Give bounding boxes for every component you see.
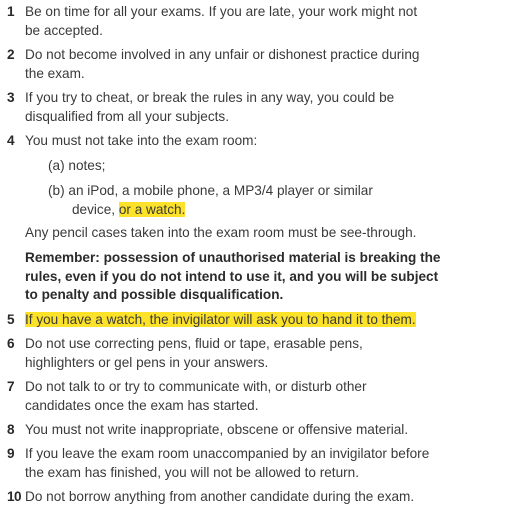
sub-item-text: device, (72, 201, 119, 217)
rule-line: You must not write inappropriate, obscene or offensive material. (25, 422, 409, 437)
rule-number: 8 (7, 422, 15, 437)
rule-line: If you try to cheat, or break the rules in any way, you could be (25, 90, 395, 105)
highlighted-text: If you have a watch, the invigilator will ask you to hand it to them. (25, 312, 416, 327)
rule-line: the exam. (25, 65, 85, 81)
warning-line: to penalty and possible disqualification. (25, 287, 284, 302)
note-text: Any pencil cases taken into the exam room must be see-through. (25, 225, 417, 240)
rule-text (25, 378, 473, 415)
rule-line: Do not become involved in any unfair or dishonest practice during (25, 47, 420, 62)
rule-number: 5 (7, 312, 15, 327)
rule-text (25, 3, 473, 40)
rule-number: 2 (7, 47, 15, 62)
warning-line: rules, even if you do not intend to use it, and you will be subject (25, 268, 439, 284)
rule-4-item-a (48, 157, 468, 176)
rule-number: 10 (7, 489, 22, 504)
rule-line: If you leave the exam room unaccompanied by an invigilator before (25, 446, 430, 461)
sub-item-continuation (48, 201, 468, 220)
rule-text (25, 445, 473, 482)
rule-4-item-b (48, 182, 468, 219)
rule-text (25, 311, 473, 330)
rule-line: be accepted. (25, 22, 103, 38)
rule-line: Do not use correcting pens, fluid or tape, erasable pens, (25, 336, 363, 351)
rule-line: Be on time for all your exams. If you are late, your work might not (25, 4, 418, 19)
rule-number: 3 (7, 90, 15, 105)
rule-line: You must not take into the exam room: (25, 133, 258, 148)
rule-number: 4 (7, 133, 15, 148)
rule-line: Do not talk to or try to communicate with, or disturb other (25, 379, 367, 394)
rule-number: 9 (7, 446, 15, 461)
highlighted-text: or a watch. (118, 201, 186, 217)
warning-line: Remember: possession of unauthorised material is breaking the (25, 250, 441, 265)
pencil-cases-note (25, 224, 485, 243)
rule-text (25, 421, 473, 440)
rule-text (25, 488, 473, 507)
sub-item-text: (b) an iPod, a mobile phone, a MP3/4 player or similar (48, 183, 373, 198)
rule-text (25, 335, 473, 372)
rule-number: 6 (7, 336, 15, 351)
rule-line: the exam has finished, you will not be allowed to return. (25, 464, 359, 480)
rule-line: disqualified from all your subjects. (25, 108, 229, 124)
rule-text (25, 89, 473, 126)
rule-text (25, 132, 473, 151)
rule-line: Do not borrow anything from another candidate during the exam. (25, 489, 415, 504)
rule-line: candidates once the exam has started. (25, 397, 259, 413)
rule-number: 1 (7, 4, 15, 19)
remember-warning (25, 249, 485, 305)
rule-text (25, 46, 473, 83)
sub-item-text: (a) notes; (48, 158, 106, 173)
rule-number: 7 (7, 379, 15, 394)
rule-line: highlighters or gel pens in your answers. (25, 354, 269, 370)
